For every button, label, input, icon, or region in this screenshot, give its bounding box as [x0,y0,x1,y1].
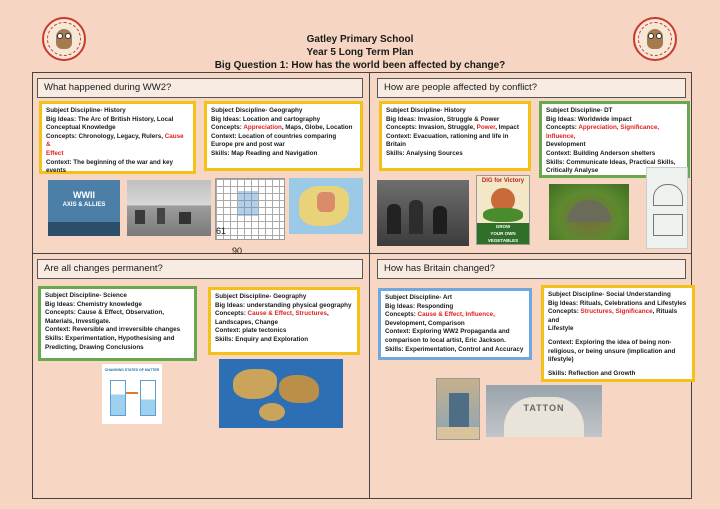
context-cont2: lifestyle) [548,356,574,364]
shelter-diagram [646,167,688,249]
discipline-label: Subject Discipline- Art [385,294,452,301]
big-ideas: Big Ideas: Rituals, Celebrations and Lifestyles [548,299,687,307]
plan-title: Year 5 Long Term Plan [306,47,414,58]
skills: Skills: Communicate Ideas, Practical Skills, [546,158,676,166]
big-question: Big Question 1: How has the world been affected by change? [214,60,506,71]
cinema-sign: TATTON [523,403,565,413]
states-of-matter-diagram [102,364,162,424]
concepts-cont: Development [546,141,586,149]
wwii-poster-image [48,180,120,236]
skills: Skills: Experimentation, Control and Accuracy [385,345,524,353]
concepts-cont: Landscapes, Change [215,318,278,326]
history-box-conflict [379,101,531,171]
plate-tectonics-map [219,359,343,428]
grid-label-x: 90 [232,246,243,256]
school-name: Gatley Primary School [306,34,414,45]
question-ww2: What happened during WW2? [37,78,363,98]
poster-slogan: GROW YOUR OWN VEGETABLES [477,223,529,244]
discipline-label: Subject Discipline- History [386,107,466,114]
discipline-label: Subject Discipline- Geography [215,293,307,300]
concepts: Concepts: Chronology, Legacy, Rulers, Cause & [46,132,184,149]
skills: Skills: Map Reading and Navigation [211,149,318,157]
concepts-cont: Materials, Investigate. [45,317,111,325]
big-ideas: Big Ideas: Location and cartography [211,115,321,123]
question-britain: How has Britain changed? [377,259,686,279]
concepts-cont: Development, Comparison [385,319,465,327]
big-ideas: Big Ideas: Chemistry knowledge [45,300,142,308]
concepts: Concepts: Appreciation, Maps, Globe, Location [211,124,353,132]
skills: Skills: Experimentation, Hypothesising and [45,334,175,342]
concepts: Concepts: Appreciation, Significance, Influence, [546,124,660,140]
context: Context: Exploring WW2 Propaganda and [385,328,510,336]
context-cont: religious, or being unsure (implication and [548,347,676,355]
geography-box-tectonics [208,287,360,355]
big-ideas: Big Ideas: understanding physical geography [215,301,352,309]
poster-title: DIG for Victory [481,178,525,184]
discipline-label: Subject Discipline- Geography [211,107,303,114]
context: Context: Reversible and irreversible changes [45,326,181,334]
discipline-label: Subject Discipline- Science [45,292,127,299]
big-ideas: Big Ideas: The Arc of British History, Local [46,115,174,123]
dig-for-victory-poster [476,175,530,245]
concepts: Concepts: Structures, Significance, Rituals and [548,308,678,324]
question-permanent: Are all changes permanent? [37,259,363,279]
concepts: Concepts: Cause & Effect, Observation, [45,309,164,317]
poster-subtitle: AXIS & ALLIES [62,202,106,208]
skills: Skills: Analysing Sources [386,149,463,157]
history-box-ww2 [39,101,196,174]
skills-cont: Predicting, Drawing Conclusions [45,343,144,351]
big-ideas: Big Ideas: Worldwide impact [546,115,632,123]
context: Context: The beginning of the war and key [46,158,173,166]
social-understanding-box [541,285,695,382]
question-conflict: How are people affected by conflict? [377,78,686,98]
discipline-label: Subject Discipline- History [46,107,126,114]
concepts-cont: Lifestyle [548,325,574,333]
diagram-title: CHANGING STATES OF MATTER [104,368,160,372]
grid-label-y: 61 [216,226,227,236]
science-box [38,286,197,361]
concepts: Concepts: Cause & Effect, Influence, [385,311,495,319]
concepts: Concepts: Cause & Effect, Structures, [215,310,329,318]
context: Context: Building Anderson shelters [546,149,656,157]
big-ideas: Big Ideas: Responding [385,302,454,310]
poster-title: WWII [73,190,95,200]
context: Context: Evacuation, rationing and life in Britain [386,132,509,149]
geography-box-ww2 [204,101,363,171]
skills: Skills: Enquiry and Exploration [215,335,309,343]
art-box [378,288,532,360]
discipline-label: Subject Discipline- DT [546,107,613,114]
concepts-cont: Effect [46,149,64,157]
big-ideas-cont: Conceptual Knowledge [46,124,116,132]
anderson-shelter-photo [549,184,629,240]
europe-map-image [289,178,363,234]
grid-divider-horizontal [32,253,692,254]
evacuees-photo [377,180,469,246]
concepts: Concepts: Invasion, Struggle, Power, Impact [386,124,519,132]
skills-cont: Critically Analyse [546,167,599,175]
beach-landing-photo [127,180,211,236]
context: Context: Exploring the idea of being non- [548,338,672,346]
discipline-label: Subject Discipline- Social Understanding [548,291,671,298]
skills: Skills: Reflection and Growth [548,369,636,377]
context: Context: plate tectonics [215,327,287,335]
tatton-cinema-photo [486,385,602,437]
context-cont: comparison to local artist, Eric Jackson. [385,336,506,344]
grid-divider-vertical [369,72,370,499]
context-cont: Europe pre and post war [211,141,285,149]
eric-jackson-artwork [436,378,480,440]
big-ideas: Big Ideas: Invasion, Struggle & Power [386,115,500,123]
context-cont: events [46,167,66,175]
context: Context: Location of countries comparing [211,132,337,140]
